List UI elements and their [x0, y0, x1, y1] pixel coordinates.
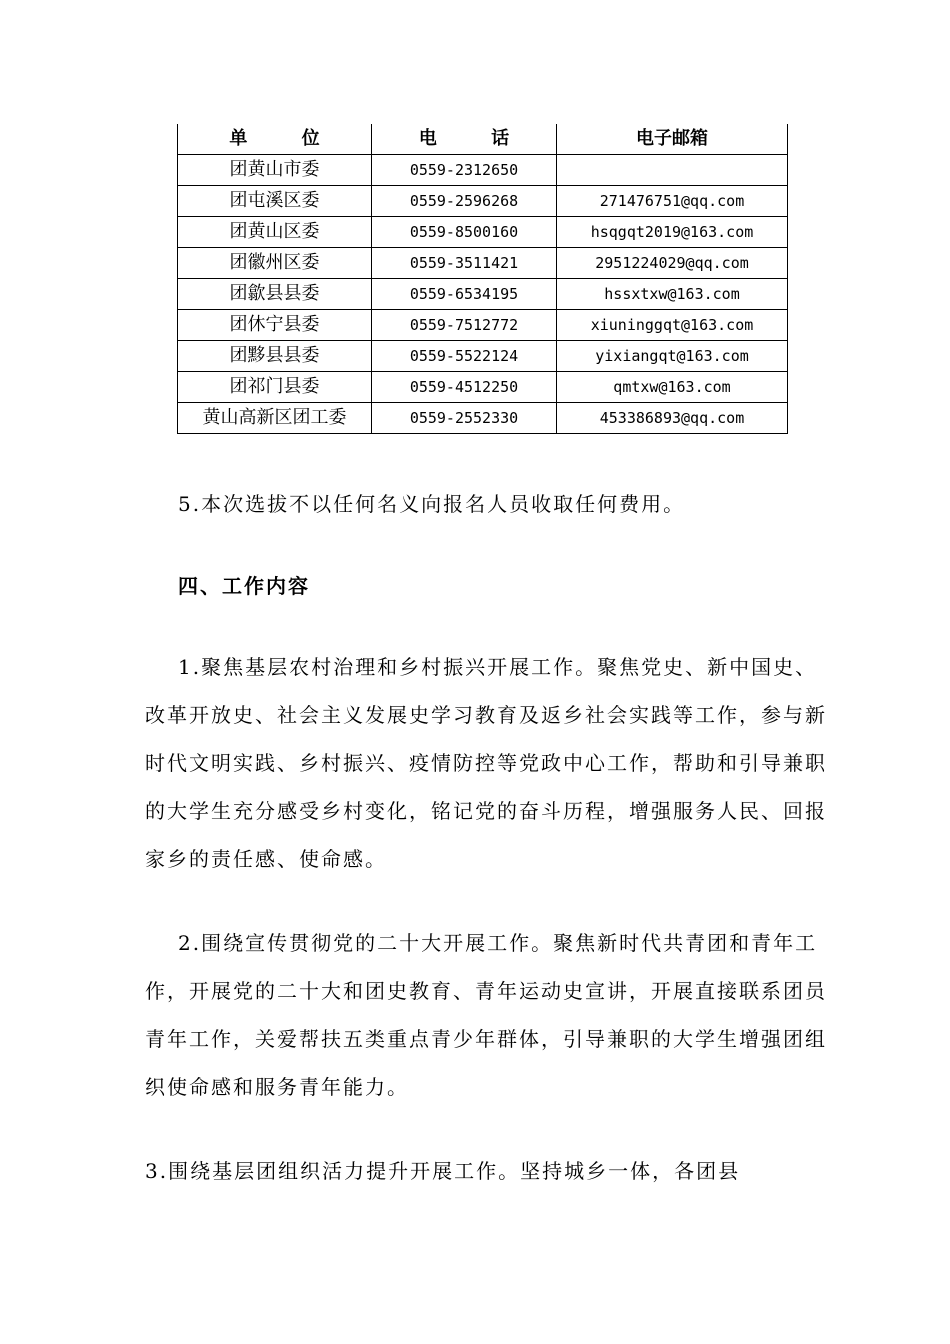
cell-unit: 团休宁县委 [178, 310, 372, 341]
work-item-3: 3.围绕基层团组织活力提升开展工作。坚持城乡一体，各团县 [145, 1159, 741, 1183]
table-row [178, 372, 788, 403]
cell-email: 2951224029@qq.com [557, 248, 788, 279]
contact-table [177, 124, 788, 434]
table-row [178, 217, 788, 248]
table-header-row [178, 124, 788, 155]
cell-unit: 团黄山区委 [178, 217, 372, 248]
section-4-heading: 四、工作内容 [178, 574, 310, 598]
cell-email: 271476751@qq.com [557, 186, 788, 217]
table-row [178, 403, 788, 434]
table-row [178, 186, 788, 217]
table-row [178, 341, 788, 372]
cell-phone: 0559-2552330 [372, 403, 557, 434]
cell-email: hssxtxw@163.com [557, 279, 788, 310]
cell-unit: 团祁门县委 [178, 372, 372, 403]
header-unit: 单 位 [178, 124, 372, 155]
cell-unit: 团歙县县委 [178, 279, 372, 310]
cell-email: 453386893@qq.com [557, 403, 788, 434]
cell-phone: 0559-4512250 [372, 372, 557, 403]
cell-email: qmtxw@163.com [557, 372, 788, 403]
table-row [178, 248, 788, 279]
cell-phone: 0559-7512772 [372, 310, 557, 341]
cell-phone: 0559-2596268 [372, 186, 557, 217]
cell-phone: 0559-6534195 [372, 279, 557, 310]
cell-phone: 0559-8500160 [372, 217, 557, 248]
cell-unit: 团黄山市委 [178, 155, 372, 186]
cell-unit: 黄山高新区团工委 [178, 403, 372, 434]
cell-email: yixiangqt@163.com [557, 341, 788, 372]
cell-email: hsqgqt2019@163.com [557, 217, 788, 248]
cell-unit: 团黟县县委 [178, 341, 372, 372]
cell-phone: 0559-5522124 [372, 341, 557, 372]
cell-phone: 0559-2312650 [372, 155, 557, 186]
item-5-no-fees: 5.本次选拔不以任何名义向报名人员收取任何费用。 [178, 492, 686, 516]
cell-email: xiuninggqt@163.com [557, 310, 788, 341]
header-email: 电子邮箱 [557, 124, 788, 155]
work-item-1: 1.聚焦基层农村治理和乡村振兴开展工作。聚焦党史、新中国史、改革开放史、社会主义发展史学习教育及返乡社会实践等工作，参与新时代文明实践、乡村振兴、疫情防控等党政中心工作，帮助和引导兼职的大学生充分感受乡村变化，铭记党的奋斗历程，增强服务人民、回报家乡的责任感、使命感。 [145, 655, 827, 871]
cell-phone: 0559-3511421 [372, 248, 557, 279]
cell-email [557, 155, 788, 186]
cell-unit: 团徽州区委 [178, 248, 372, 279]
table-row [178, 155, 788, 186]
work-item-2: 2.围绕宣传贯彻党的二十大开展工作。聚焦新时代共青团和青年工作，开展党的二十大和团史教育、青年运动史宣讲，开展直接联系团员青年工作，关爱帮扶五类重点青少年群体，引导兼职的大学生增强团组织使命感和服务青年能力。 [145, 931, 827, 1099]
cell-unit: 团屯溪区委 [178, 186, 372, 217]
header-phone: 电 话 [372, 124, 557, 155]
table-row [178, 279, 788, 310]
table-row [178, 310, 788, 341]
